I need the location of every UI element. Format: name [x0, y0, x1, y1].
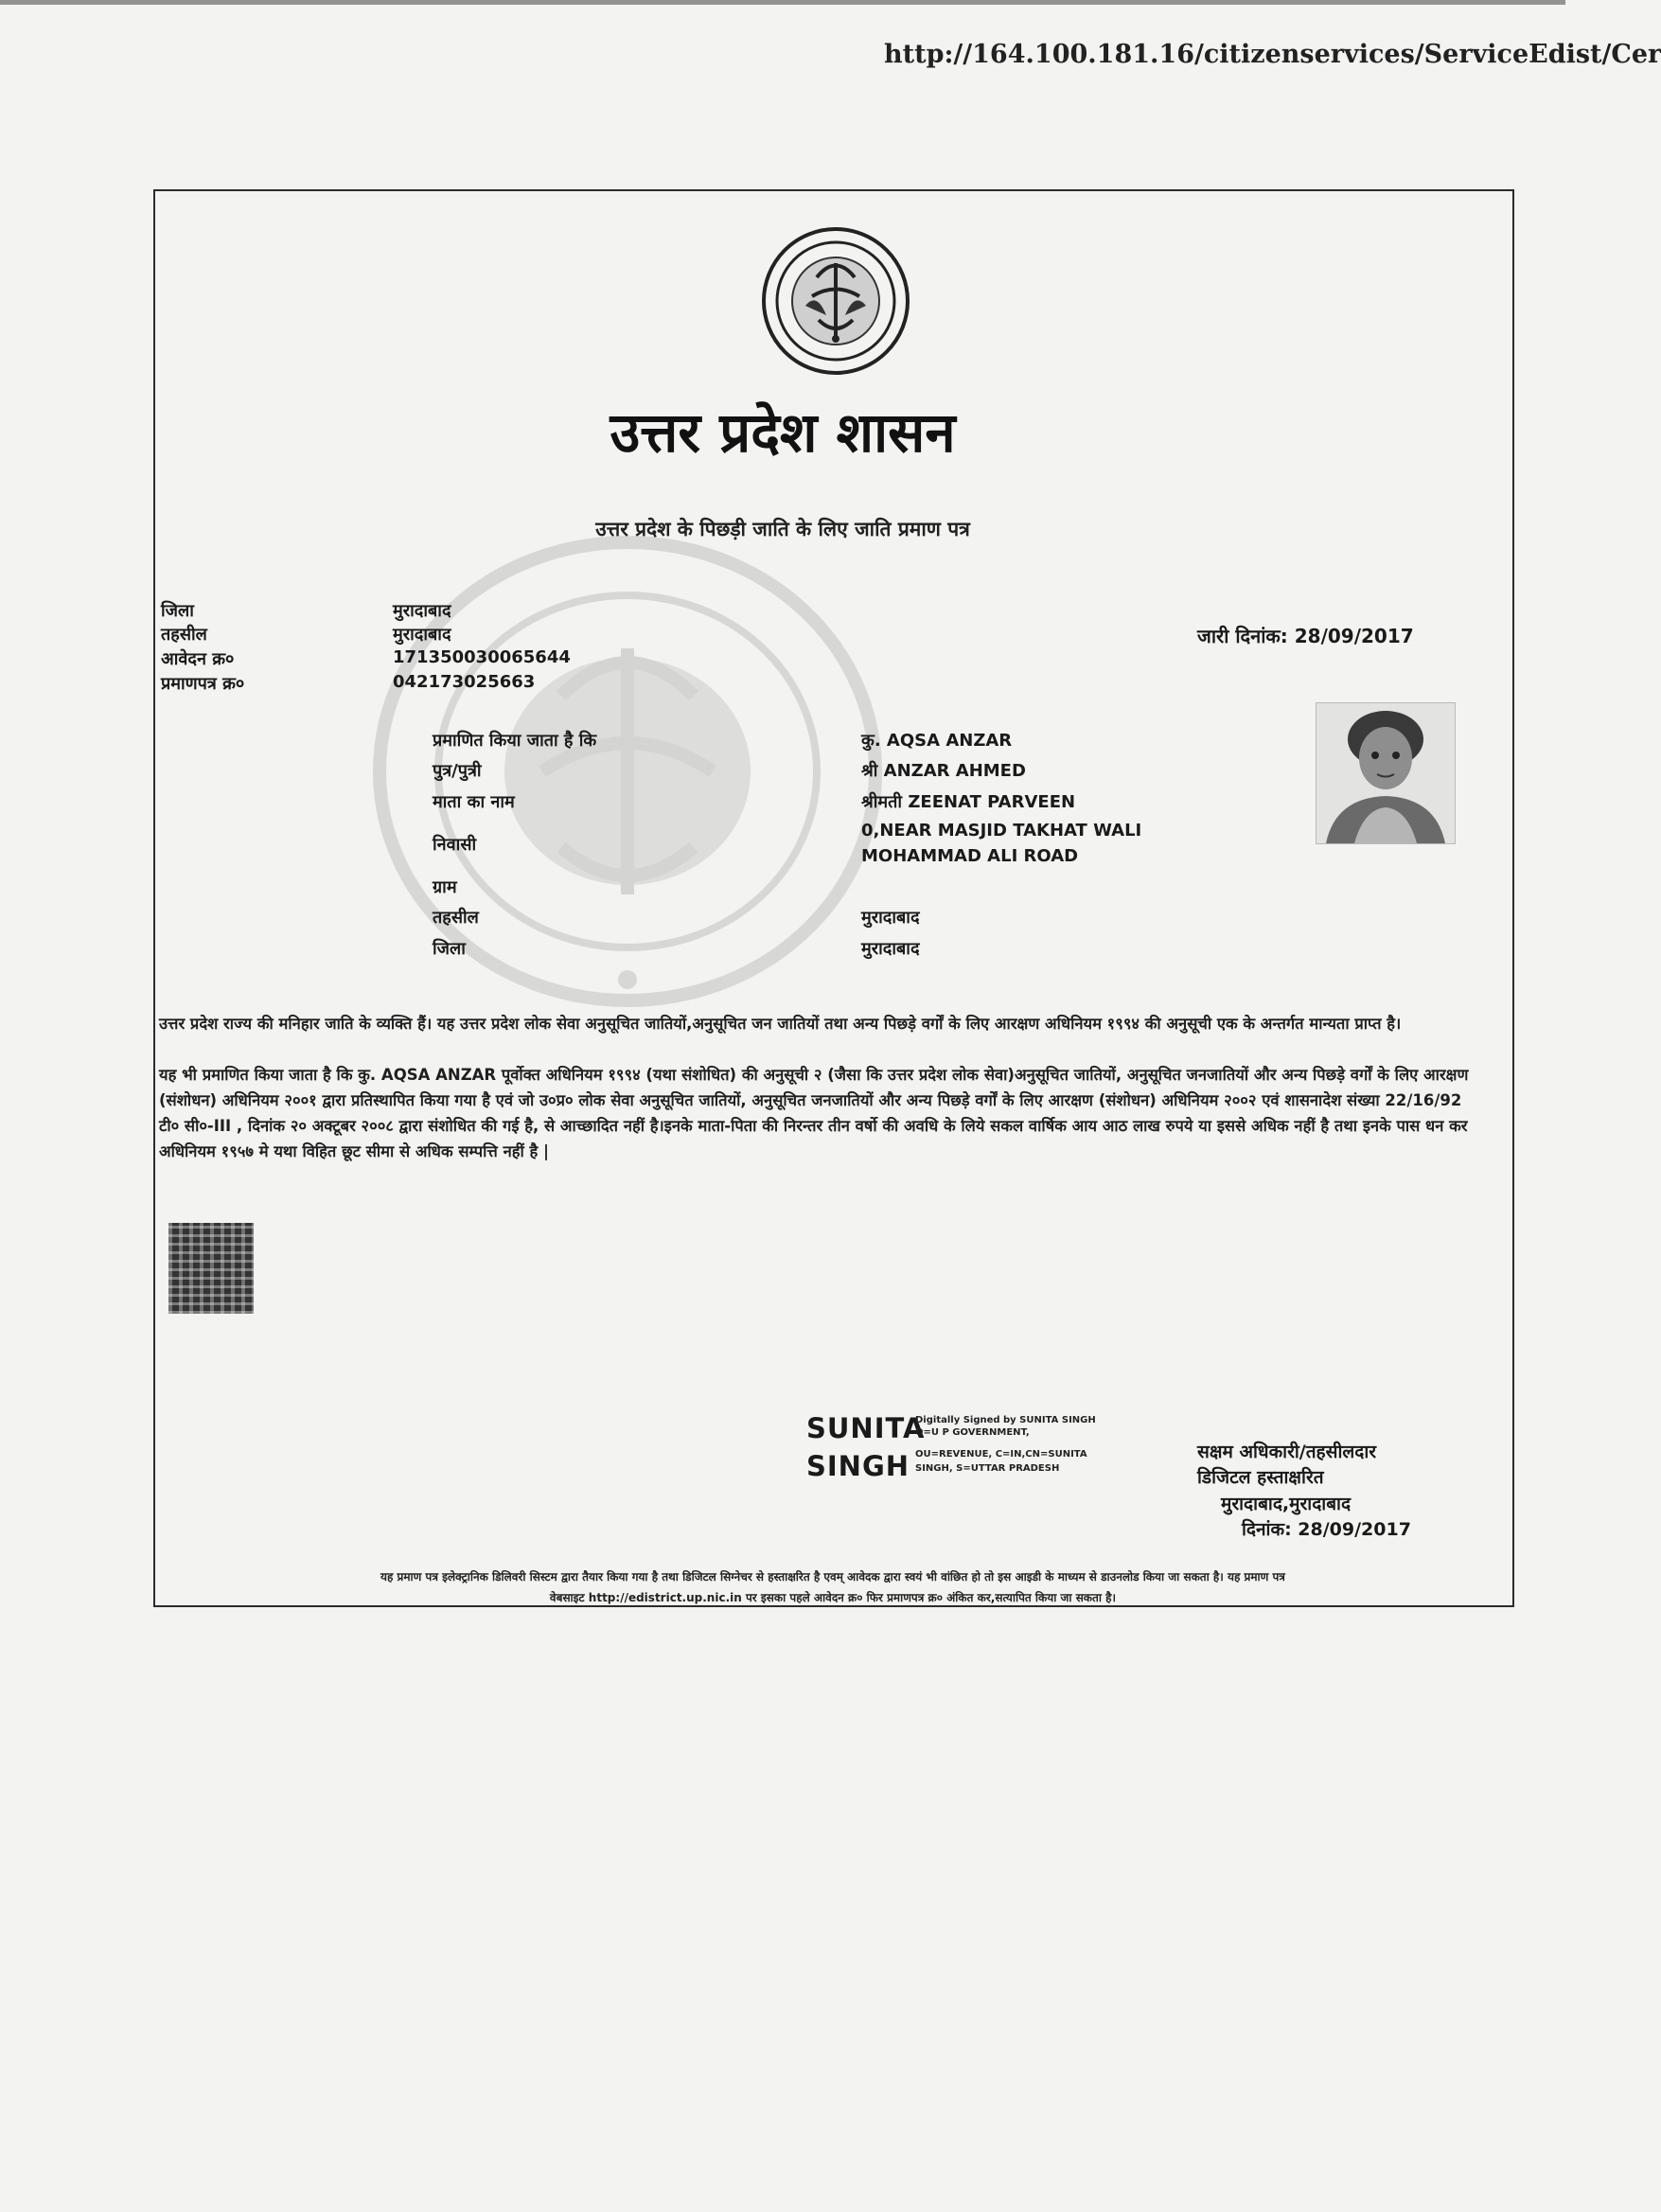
- tehsil-label: तहसील: [161, 625, 207, 645]
- digital-sign-line3: OU=REVENUE, C=IN,CN=SUNITA: [915, 1449, 1087, 1460]
- person-district-label: जिला: [433, 939, 466, 959]
- scan-top-edge: [0, 0, 1565, 5]
- resident-label: निवासी: [433, 835, 477, 855]
- digital-sign-line4: SINGH, S=UTTAR PRADESH: [915, 1463, 1060, 1474]
- resident-address-line2: MOHAMMAD ALI ROAD: [861, 846, 1079, 866]
- authority-date: दिनांक: 28/09/2017: [1242, 1519, 1411, 1540]
- authority-place: मुरादाबाद,मुरादाबाद: [1221, 1494, 1352, 1514]
- application-label: आवेदन क्र०: [161, 649, 235, 669]
- mother-label: माता का नाम: [433, 792, 515, 812]
- parent-label: पुत्र/पुत्री: [433, 761, 482, 781]
- digital-sign-line2: O=U P GOVERNMENT,: [915, 1427, 1030, 1438]
- issue-date: जारी दिनांक: 28/09/2017: [1197, 625, 1414, 647]
- district-label: जिला: [161, 601, 194, 621]
- authority-digital-signed: डिजिटल हस्ताक्षरित: [1197, 1467, 1324, 1488]
- certificate-title: उत्तर प्रदेश शासन: [610, 400, 956, 465]
- signatory-last-name: SINGH: [806, 1450, 910, 1482]
- certified-name: कु. AQSA ANZAR: [861, 731, 1013, 751]
- tehsil-value: मुरादाबाद: [393, 625, 451, 645]
- certificate-paragraph-2: यह भी प्रमाणित किया जाता है कि कु. AQSA ANZAR पूर्वोक्त अधिनियम १९९४ (यथा संशोधित) की अनुसूची २ (जैसा कि उत्तर प्रदेश लोक सेवा)अनुसूचित जातियों, अनुसूचित जनजातियों और अन्य पिछड़े वर्गों के लिए आरक्षण (संशोधन) अधिनियम २००१ द्वारा प्रतिस्थापित किया गया है एवं जो उ०प्र० लोक सेवा अनुसूचित जातियों, अनुसूचित जनजातियों और अन्य पिछड़े वर्गों के लिए आरक्षण (संशोधन) अधिनियम २००२ एवं शासनादेश संख्या 22/16/92 टी० सी०-III , दिनांक २० अक्टूबर २००८ द्वारा संशोधित की गई है, से आच्छादित नहीं है।इनके माता-पिता की निरन्तर तीन वर्षो की अवधि के लिये सकल वार्षिक आय आठ लाख रुपये या इससे अधिक नहीं है तथा इनके पास धन कर अधिनियम १९५७ मे यथा विहित छूट सीमा से अधिक सम्पत्ति नहीं है |: [159, 1066, 1469, 1160]
- village-label: ग्राम: [433, 877, 457, 897]
- application-number: 171350030065644: [393, 647, 571, 667]
- footer-line2: वेबसाइट http://edistrict.up.nic.in पर इसका पहले आवेदन क्र० फिर प्रमाणपत्र क्र० अंकित कर,सत्यापित किया जा सकता है।: [549, 1591, 1117, 1604]
- parent-name: श्री ANZAR AHMED: [861, 761, 1026, 781]
- resident-address-line1: 0,NEAR MASJID TAKHAT WALI: [861, 821, 1142, 841]
- person-district-value: मुरादाबाद: [861, 939, 920, 959]
- qr-code-icon: [168, 1223, 254, 1314]
- certificate-number-label: प्रमाणपत्र क्र०: [161, 674, 245, 694]
- district-value: मुरादाबाद: [393, 601, 451, 621]
- up-emblem-icon: [760, 225, 911, 377]
- applicant-photo: [1316, 702, 1456, 844]
- footer-line1: यह प्रमाण पत्र इलेक्ट्रानिक डिलिवरी सिस्टम द्वारा तैयार किया गया है तथा डिजिटल सिग्नेचर से हस्ताक्षरित है एवम् आवेदक द्वारा स्वयं भी वांछित हो तो इस आइडी के माध्यम से डाउनलोड किया जा सकता है। यह प्रमाण पत्र: [380, 1570, 1285, 1584]
- person-tehsil-value: मुरादाबाद: [861, 908, 920, 928]
- page-url: http://164.100.181.16/citizenservices/ServiceEdist/Cer: [884, 40, 1661, 69]
- certificate-subtitle: उत्तर प्रदेश के पिछड़ी जाति के लिए जाति प्रमाण पत्र: [595, 518, 970, 540]
- person-tehsil-label: तहसील: [433, 908, 479, 928]
- certificate-paragraph-1: उत्तर प्रदेश राज्य की मनिहार जाति के व्यक्ति हैं। यह उत्तर प्रदेश लोक सेवा अनुसूचित जातियों,अनुसूचित जन जातियों तथा अन्य पिछड़े वर्गों के लिए आरक्षण अधिनियम १९९४ की अनुसूची एक के अन्तर्गत मान्यता प्राप्त है।: [159, 1015, 1402, 1033]
- mother-name: श्रीमती ZEENAT PARVEEN: [861, 792, 1076, 812]
- signatory-first-name: SUNITA: [806, 1412, 926, 1444]
- applicant-portrait-icon: [1316, 703, 1455, 843]
- digital-sign-line1: Digitally Signed by SUNITA SINGH: [915, 1415, 1096, 1425]
- certified-label: प्रमाणित किया जाता है कि: [433, 731, 597, 751]
- authority-title: सक्षम अधिकारी/तहसीलदार: [1197, 1442, 1377, 1462]
- certificate-number: 042173025663: [393, 672, 536, 692]
